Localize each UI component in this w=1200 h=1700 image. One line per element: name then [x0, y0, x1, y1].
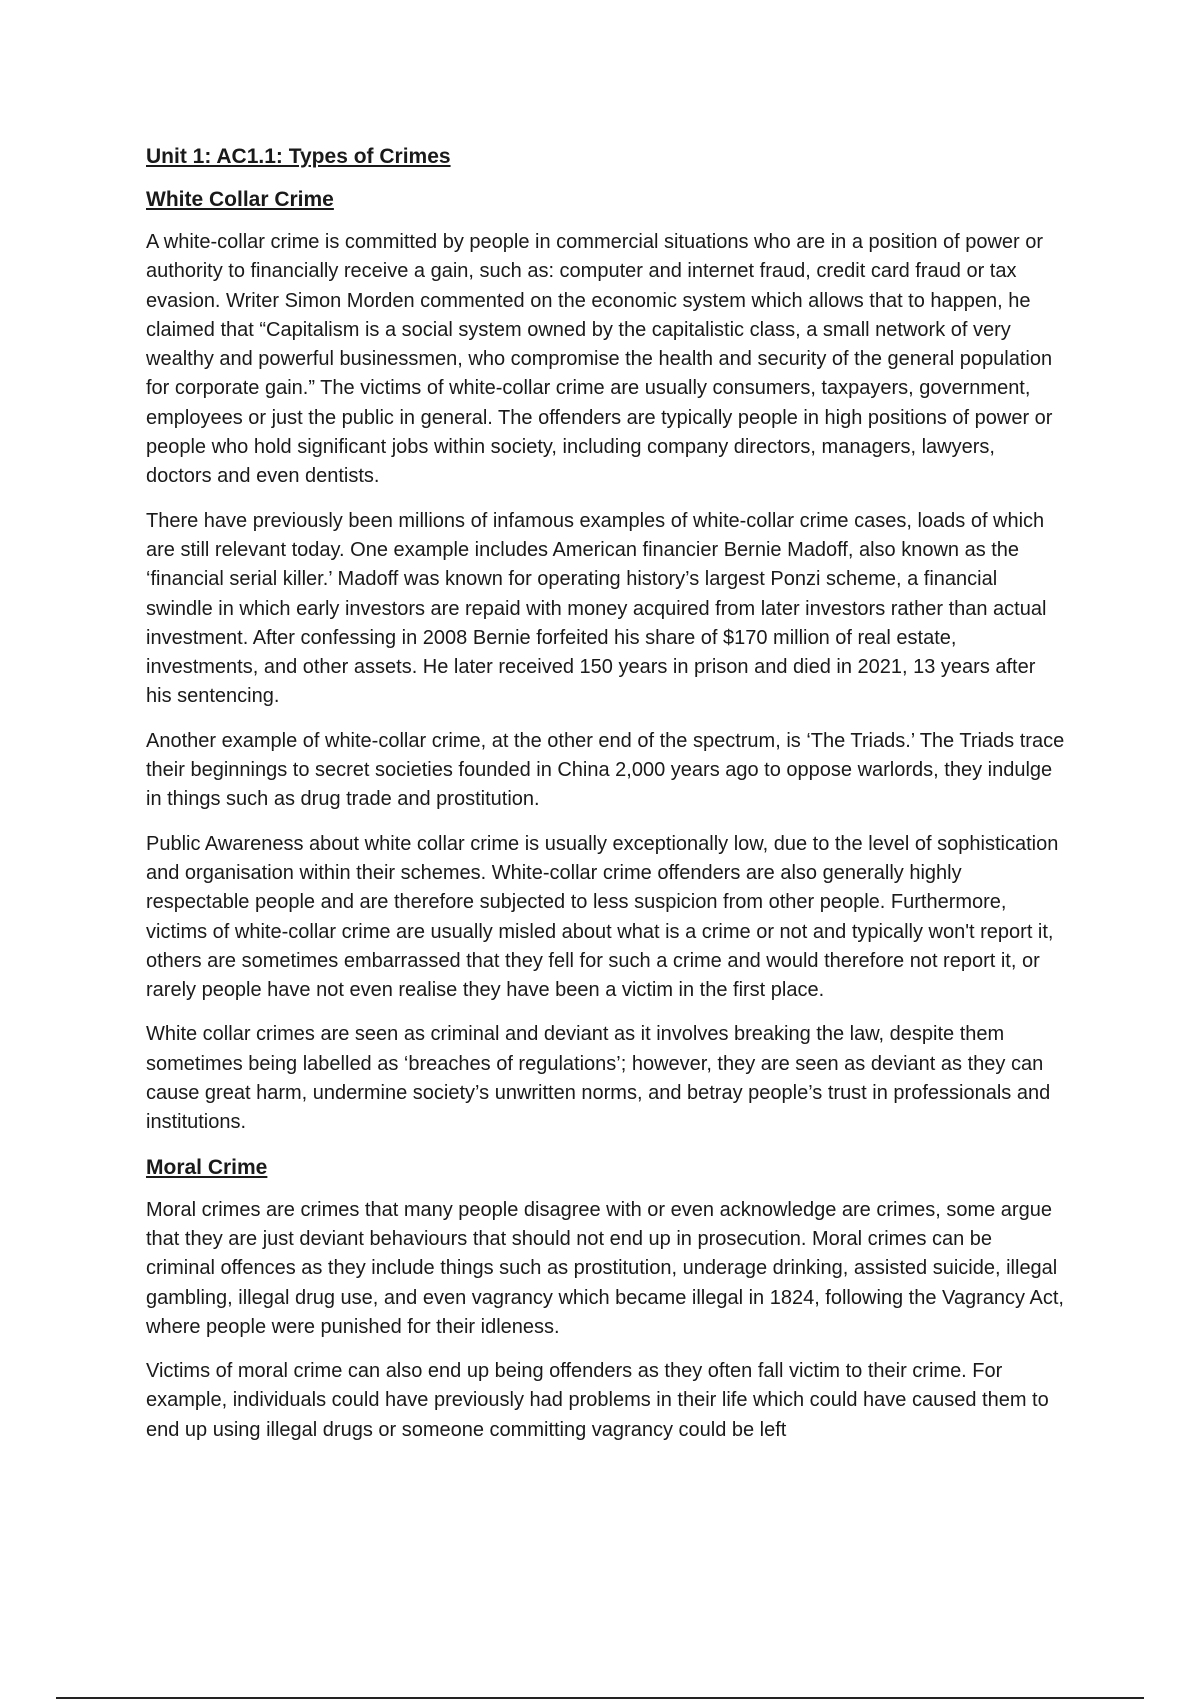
page-bottom-divider	[56, 1697, 1144, 1699]
unit-title: Unit 1: AC1.1: Types of Crimes	[146, 145, 451, 168]
paragraph-moral-victims: Victims of moral crime can also end up being offenders as they often fall victim to their crime. For example, individuals could have previously had problems in their life which could have caused them to end up using illegal drugs or someone committing vagrancy could be left	[146, 1360, 1049, 1441]
paragraph-white-collar-awareness: Public Awareness about white collar crime is usually exceptionally low, due to the level of sophistication and organisation within their schemes. White-collar crime offenders are also generally highly respectable people and are therefore subjected to less suspicion from other people. Furthermore, victims of white-collar crime are usually misled about what is a crime or not and typically won't report it, others are sometimes embarrassed that they fell for such a crime and would therefore not report it, or rarely people have not even realise they have been a victim in the first place.	[146, 832, 1059, 1002]
section-heading-white-collar-crime: White Collar Crime	[146, 188, 334, 211]
paragraph-white-collar-deviance: White collar crimes are seen as criminal and deviant as it involves breaking the law, despite them sometimes being labelled as ‘breaches of regulations’; however, they are seen as deviant as they can cause great harm, undermine society’s unwritten norms, and betray people’s trust in professionals and institutions.	[146, 1023, 1051, 1134]
paragraph-white-collar-madoff: There have previously been millions of infamous examples of white-collar crime cases, loads of which are still relevant today. One example includes American financier Bernie Madoff, also known as the ‘financial serial killer.’ Madoff was known for operating history’s largest Ponzi scheme, a financial swindle in which early investors are repaid with money acquired from later investors rather than actual investment. After confessing in 2008 Bernie forfeited his share of $170 million of real estate, investments, and other assets. He later received 150 years in prison and died in 2021, 13 years after his sentencing.	[146, 509, 1047, 708]
section-heading-moral-crime: Moral Crime	[146, 1155, 268, 1179]
paragraph-moral-definition: Moral crimes are crimes that many people disagree with or even acknowledge are crimes, some argue that they are just deviant behaviours that should not end up in prosecution. Moral crimes can be criminal offences as they include things such as prostitution, underage drinking, assisted suicide, illegal gambling, illegal drug use, and even vagrancy which became illegal in 1824, following the Vagrancy Act, where people were punished for their idleness.	[146, 1198, 1064, 1338]
paragraph-white-collar-definition: A white-collar crime is committed by people in commercial situations who are in a position of power or authority to financially receive a gain, such as: computer and internet fraud, credit card fraud or tax evasion. Writer Simon Morden commented on the economic system which allows that to happen, he claimed that “Capitalism is a social system owned by the capitalistic class, a small network of very wealthy and powerful businessmen, who compromise the health and security of the general population for corporate gain.” The victims of white-collar crime are usually consumers, taxpayers, government, employees or just the public in general. The offenders are typically people in high positions of power or people who hold significant jobs within society, including company directors, managers, lawyers, doctors and even dentists.	[146, 231, 1053, 488]
document-page	[146, 142, 1066, 1460]
paragraph-white-collar-triads: Another example of white-collar crime, at the other end of the spectrum, is ‘The Triads.’ The Triads trace their beginnings to secret societies founded in China 2,000 years ago to oppose warlords, they indulge in things such as drug trade and prostitution.	[146, 729, 1065, 811]
